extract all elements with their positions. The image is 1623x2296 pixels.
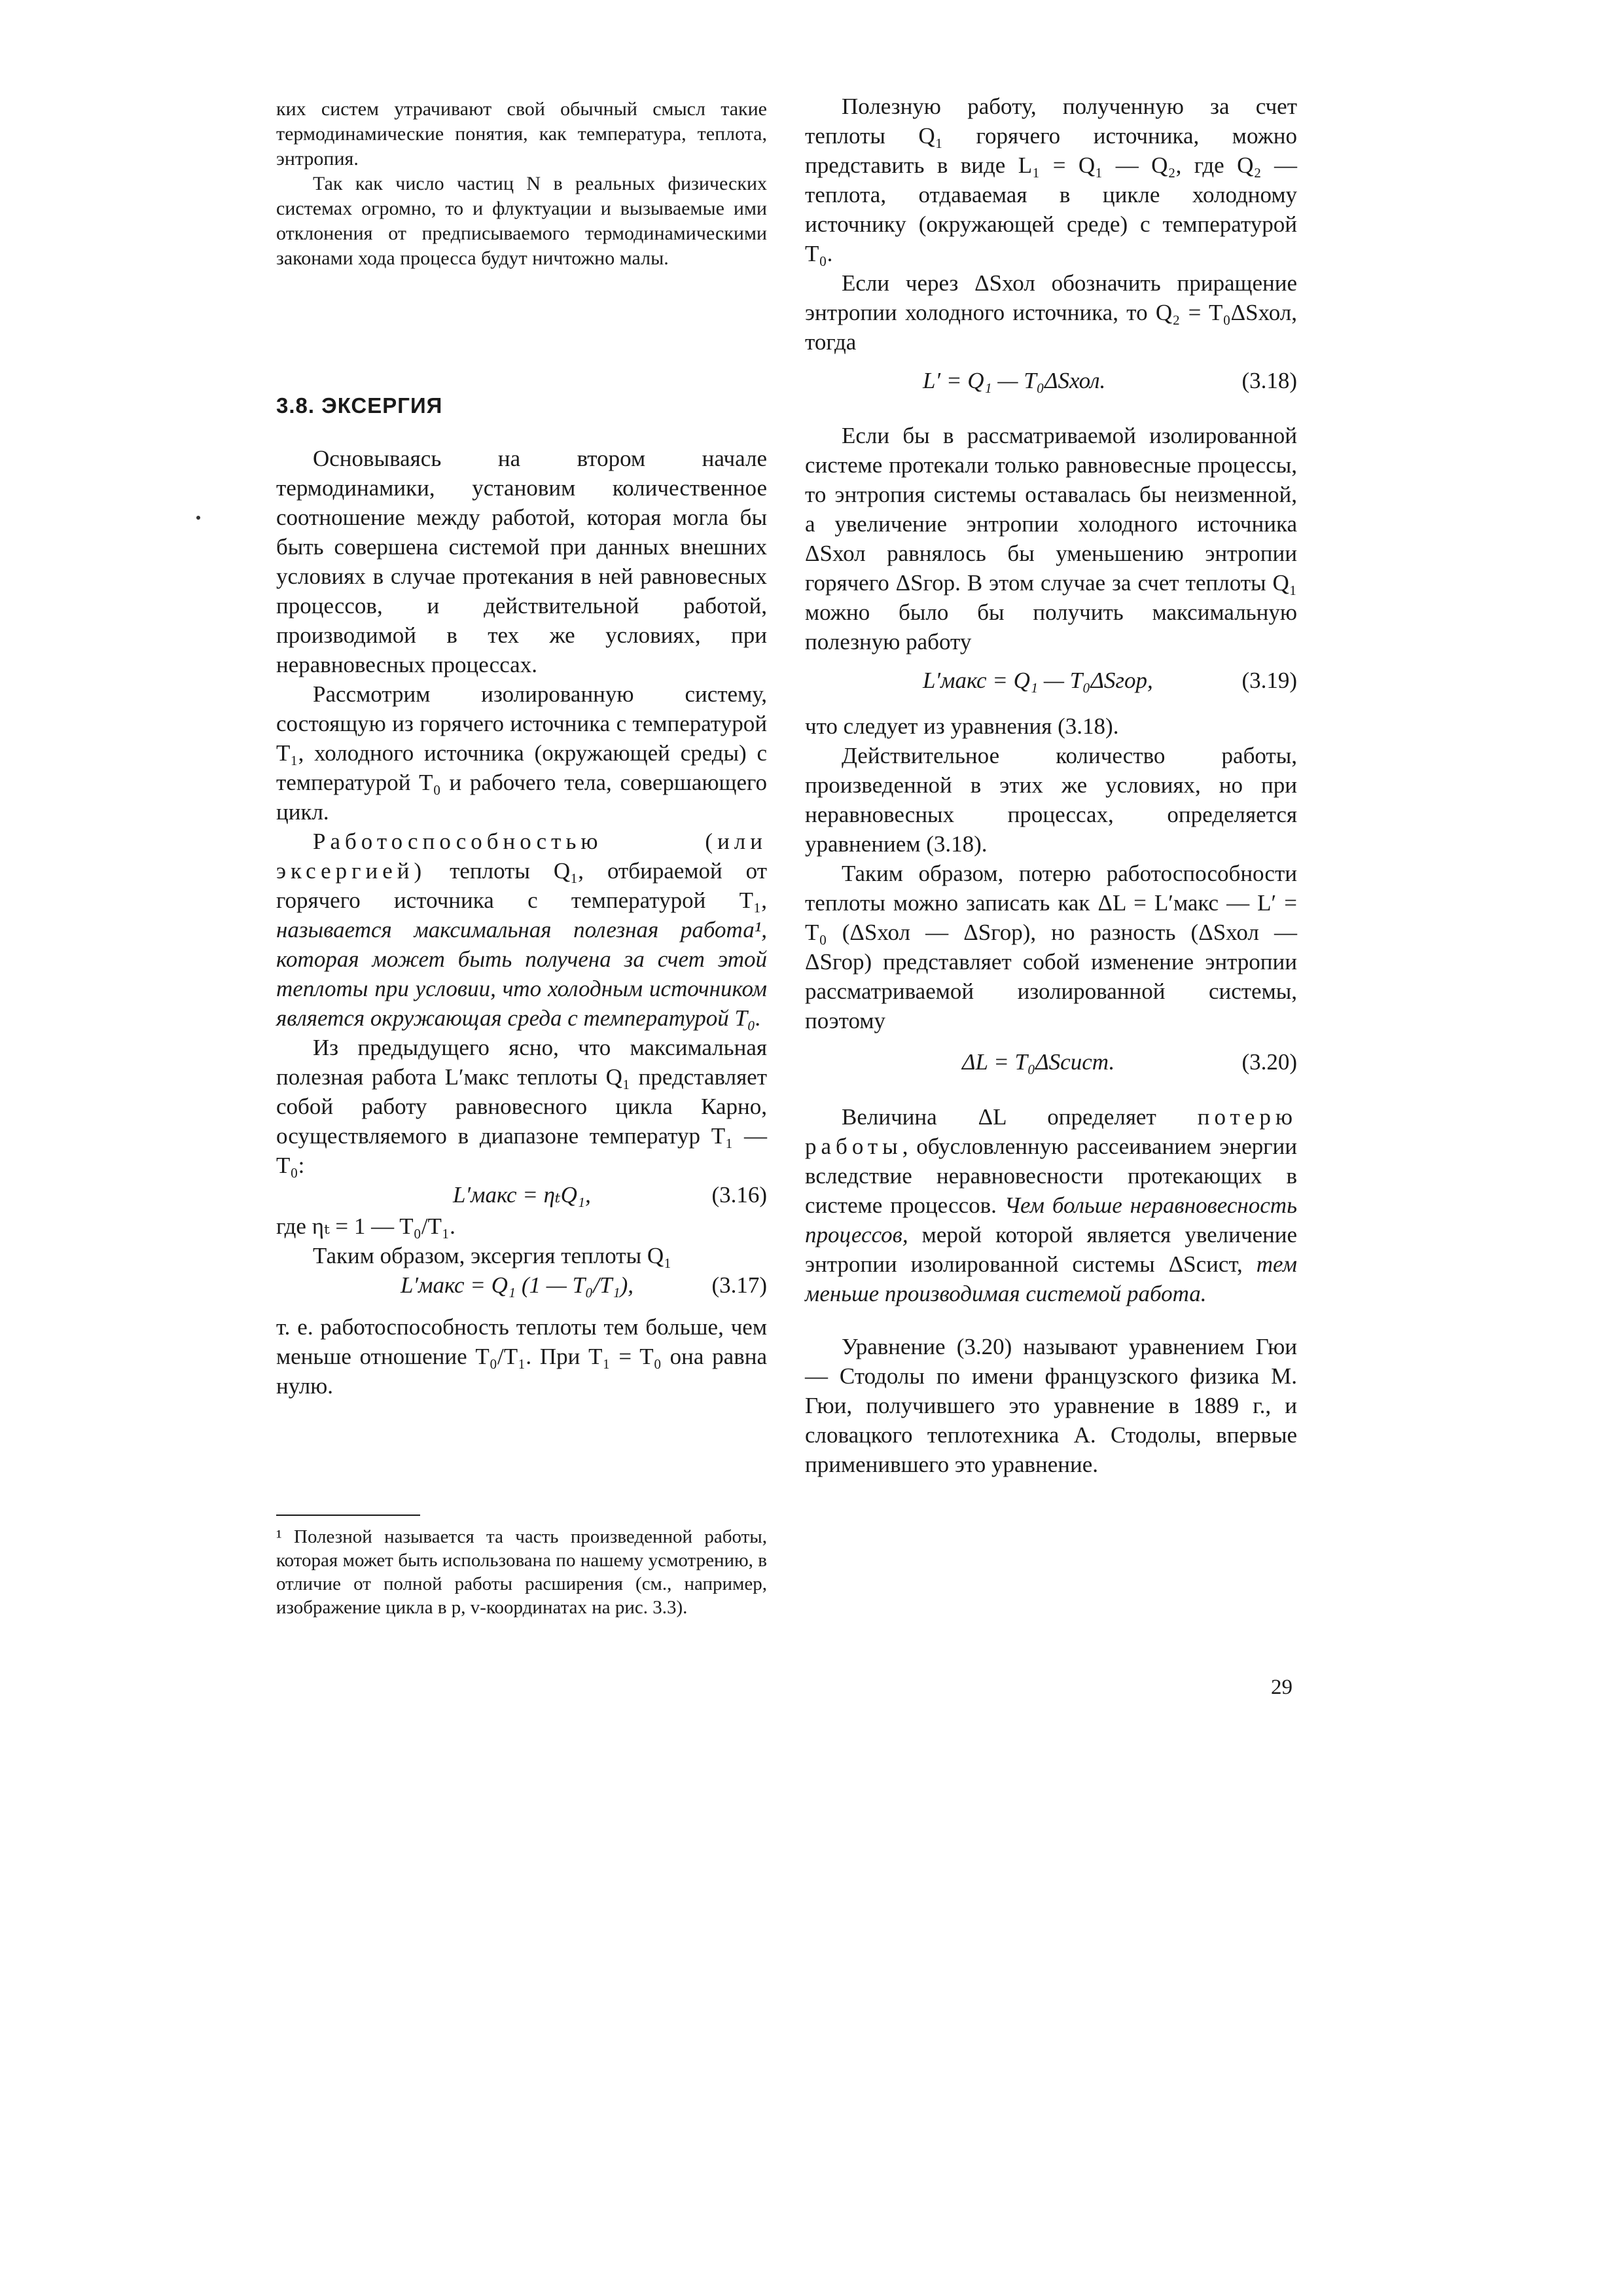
equation-number: (3.18)	[1241, 368, 1297, 393]
paragraph-conclusion: т. е. работоспособность теплоты тем больше, чем меньше отношение T₀/T₁. При T₁ = T₀ она равна нулю.	[276, 1314, 767, 1399]
intro-paragraph-1: ких систем утрачивают свой обычный смысл такие термодинамические понятия, как температура, теплота, энтропия.	[276, 98, 767, 170]
paragraph-work-loss: Величина ΔL определяет потерю работы, обусловленную рассеиванием энергии вследствие неравновесности протекающих в системе процессов. Чем больше неравновесность процессов, мерой которой является увеличение энтропии изолированной системы ΔSсист, тем меньше производимая системой работа.	[805, 1104, 1298, 1306]
paragraph-exergy-definition: Работоспособностью (или эксергией) теплоты Q₁, отбираемой от горячего источника с температурой T₁, называется максимальная полезная работа¹, которая может быть получена за счет этой теплоты при условии, что холодным источником является окружающая среда с температурой T₀.	[276, 829, 767, 1031]
paragraph-entropy-cold: Если через ΔSхол обозначить приращение энтропии холодного источника, то Q₂ = T₀ΔSхол, тогда	[805, 270, 1297, 355]
paragraph-follows: что следует из уравнения (3.18).	[805, 713, 1119, 739]
equation-3-20	[805, 1047, 1297, 1079]
equation-number: (3.17)	[711, 1272, 767, 1298]
equation-3-19	[805, 666, 1297, 697]
paragraph-loss: Таким образом, потерю работоспособности теплоты можно записать как ΔL = L′макс — L′ = T₀ (ΔSхол — ΔSгор), но разность (ΔSхол — ΔSгор) представляет собой изменение энтропии рассматриваемой изолированной системы, поэтому	[805, 861, 1297, 1033]
footnote-rule	[276, 1515, 420, 1516]
equation-formula: L′макс = ηₜQ₁,	[453, 1182, 591, 1208]
term-work-loss: потерю работы	[805, 1104, 1297, 1159]
exergy-definition-italic: называется максимальная полезная работа¹, которая может быть получена за счет этой теплоты при условии, что холодным источником является окружающая среда с температурой T₀.	[276, 917, 767, 1031]
paragraph-exergy-equals: Таким образом, эксергия теплоты Q₁	[313, 1243, 672, 1268]
intro-paragraph-2: Так как число частиц N в реальных физических системах огромно, то и флуктуации и вызываемые ими отклонения от предписываемого термодинамическими законами хода процесса будут ничтожно малы.	[276, 173, 767, 269]
equation-number: (3.16)	[711, 1182, 767, 1208]
paragraph-useful-work: Полезную работу, полученную за счет теплоты Q₁ горячего источника, можно представить в виде L₁ = Q₁ — Q₂, где Q₂ — теплота, отдаваемая в цикле холодному источнику (окружающей среде) с температурой T₀.	[805, 94, 1297, 266]
page-number: 29	[1271, 1676, 1293, 1699]
paragraph-gouy-stodola: Уравнение (3.20) называют уравнением Гюи — Стодолы по имени французского физика М. Гюи, получившего это уравнение в 1889 г., и словацкого теплотехника А. Стодолы, впервые применившего это уравнение.	[805, 1334, 1297, 1477]
section-title: 3.8. ЭКСЕРГИЯ	[276, 393, 443, 418]
equation-number: (3.19)	[1241, 668, 1297, 693]
equation-3-16	[276, 1180, 767, 1211]
paragraph-isolated-system: Рассмотрим изолированную систему, состоящую из горячего источника с температурой T₁, холодного источника (окружающей среды) с температурой T₀ и рабочего тела, совершающего цикл.	[276, 681, 767, 825]
footnote: ¹ Полезной называется та часть произведенной работы, которая может быть использована по нашему усмотрению, в отличие от полной работы расширения (см., например, изображение цикла в p, v-координатах на рис. 3.3).	[276, 1526, 767, 1618]
term-exergy: Работоспособностью (или эксергией)	[276, 829, 767, 884]
paragraph-intro-second-law: Основываясь на втором начале термодинамики, установим количественное соотношение между работой, которая могла бы быть совершена системой при данных внешних условиях в случае протекания в ней равновесных процессов, и действительной работой, производимой в тех же условиях, при неравновесных процессах.	[276, 446, 767, 677]
equation-formula: L′ = Q₁ — T₀ΔSхол.	[923, 368, 1106, 393]
where-clause: где ηₜ = 1 — T₀/T₁.	[276, 1213, 455, 1239]
equation-3-17	[276, 1270, 767, 1302]
equation-3-18	[805, 366, 1297, 397]
paragraph-actual-work: Действительное количество работы, произведенной в этих же условиях, но при неравновесных процессах, определяется уравнением (3.18).	[805, 743, 1297, 857]
paragraph-carnot: Из предыдущего ясно, что максимальная полезная работа L′макс теплоты Q₁ представляет собой работу равновесного цикла Карно, осуществляемого в диапазоне температур T₁ — T₀:	[276, 1035, 767, 1178]
equation-number: (3.20)	[1241, 1049, 1297, 1075]
paragraph-equilibrium: Если бы в рассматриваемой изолированной системе протекали только равновесные процессы, то энтропия системы оставалась бы неизменной, а увеличение энтропии холодного источника ΔSхол равнялось бы уменьшению энтропии горячего ΔSгор. В этом случае за счет теплоты Q₁ можно было бы получить максимальную полезную работу	[805, 423, 1297, 655]
equation-formula: L′макс = Q₁ — T₀ΔSгор,	[923, 668, 1153, 693]
margin-dot	[196, 516, 200, 520]
equation-formula: L′макс = Q₁ (1 — T₀/T₁),	[401, 1272, 634, 1298]
equation-formula: ΔL = T₀ΔSсист.	[962, 1049, 1115, 1075]
